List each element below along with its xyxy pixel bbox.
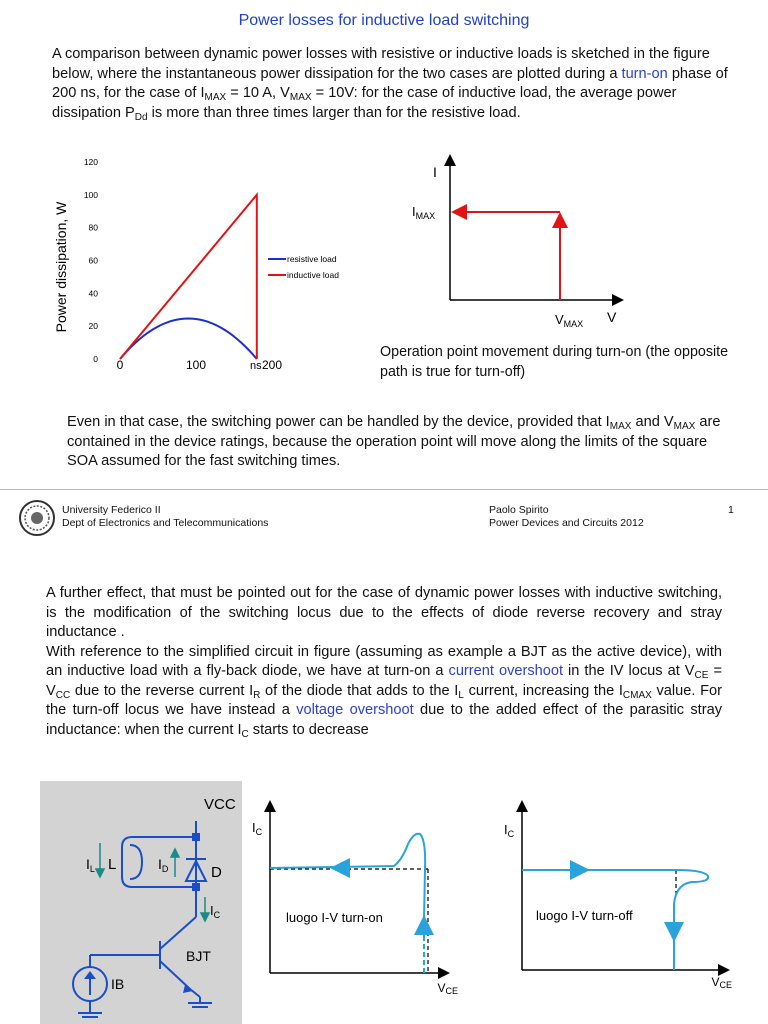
bjt-circuit-schematic <box>40 781 242 1024</box>
iv-square-diagram <box>400 150 630 335</box>
y-tick-label: 120 <box>83 157 98 167</box>
y-tick-label: 0 <box>93 354 98 364</box>
iv-caption: Operation point movement during turn-on (the opposite path is true for turn-off) <box>380 344 729 380</box>
id-label: $I_D$ <box>158 856 169 874</box>
series-line-resistive <box>120 319 257 360</box>
current-overshoot-link[interactable]: current overshoot <box>448 663 564 679</box>
diode-label: D <box>211 864 222 881</box>
university-seal-logo <box>18 499 56 537</box>
i-axis-label: I <box>433 164 437 180</box>
page-title: Power losses for inductive load switching <box>238 12 530 29</box>
y-tick-label: 60 <box>88 255 98 266</box>
y-tick-label: 100 <box>83 189 98 200</box>
v-axis-label: V <box>607 309 617 325</box>
vmax-label: $V_{MAX}$ <box>555 312 584 329</box>
chart-legend <box>268 254 339 280</box>
ib-label: IB <box>111 976 125 992</box>
y-tick-label: 80 <box>88 222 98 233</box>
page-number: 1 <box>728 504 734 516</box>
footer-right: Paolo Spirito Power Devices and Circuits 2012 <box>489 504 644 529</box>
y-axis-label: Power dissipation, W <box>53 201 69 333</box>
vcc-label: VCC <box>204 796 236 813</box>
inductor-label: L <box>108 856 117 873</box>
turn-on-label: luogo I-V turn-on <box>286 910 383 925</box>
x-axis-label: ns <box>250 360 262 372</box>
turn-off-label: luogo I-V turn-off <box>536 908 633 923</box>
y-tick-label: 20 <box>88 321 98 332</box>
turn-off-locus-diagram <box>496 800 746 1000</box>
il-label: $I_L$ <box>86 856 95 874</box>
x-tick-label: 200 <box>261 358 283 372</box>
footer-divider <box>0 489 768 490</box>
x-tick-label: 100 <box>185 358 207 372</box>
x-tick-label: 0 <box>116 358 124 372</box>
legend-label: inductive load <box>287 270 339 280</box>
y-tick-label: 40 <box>88 288 98 299</box>
series-line-inductive <box>120 195 257 359</box>
bjt-label: BJT <box>186 948 211 964</box>
chart-series <box>120 195 257 359</box>
ic-axis-label-on: $I_C$ <box>252 820 263 837</box>
turn-on-locus-diagram <box>244 800 458 1000</box>
turn-on-link[interactable]: turn-on <box>621 65 668 82</box>
y-ticks <box>84 157 98 364</box>
further-effect-paragraph: A further effect, that must be pointed out for the case of dynamic power losses with inductive switching, is the modification of the switching locus due to the effects of diode reverse recovery and stray inductance . With reference to the simplified circuit in figure (assuming as example a BJT as the active device), with an inductive load with a fly-back diode, we have at turn-on a current overshoot in the IV locus at $V_{CE} = V_{CC}$ due to the reverse current $I_R$ of the diode that adds to the $I_L$ current, increasing the $I_{CMAX}$ value. For the turn-off locus we have instead a voltage overshoot due to the added effect of the parasitic stray inductance: when the current $I_C$ starts to decrease <box>46 585 722 740</box>
intro-paragraph: A comparison between dynamic power losses with resistive or inductive loads is sketched in the figure below, where the instantaneous power dissipation for the two cases are plotted during a turn-on phase of 200 ns, for the case of $I_{MAX} = 10$ A, $V_{MAX} = 10V$: for the case of inductive load, the average power dissipation $P_{Dd}$ is more than three times larger than for the resistive load. <box>52 46 728 123</box>
legend-label: resistive load <box>287 254 337 264</box>
footer-left: University Federico II Dept of Electronics and Telecommunications <box>62 504 269 529</box>
power-dissipation-chart <box>50 152 370 382</box>
voltage-overshoot-link[interactable]: voltage overshoot <box>296 702 414 718</box>
vce-axis-label-off: VCE <box>711 975 732 990</box>
soa-paragraph: Even in that case, the switching power can be handled by the device, provided that $I_{MAX}$ and $V_{MAX}$ are contained in the device ratings, because the operation point will move along the limits of the square SOA assumed for the fast switching times. <box>67 414 721 469</box>
ic-label: $I_C$ <box>210 903 221 920</box>
imax-label: $I_{MAX}$ <box>412 204 436 221</box>
ic-axis-label-off: $I_C$ <box>504 822 515 839</box>
vce-axis-label-on: VCE <box>437 981 458 996</box>
